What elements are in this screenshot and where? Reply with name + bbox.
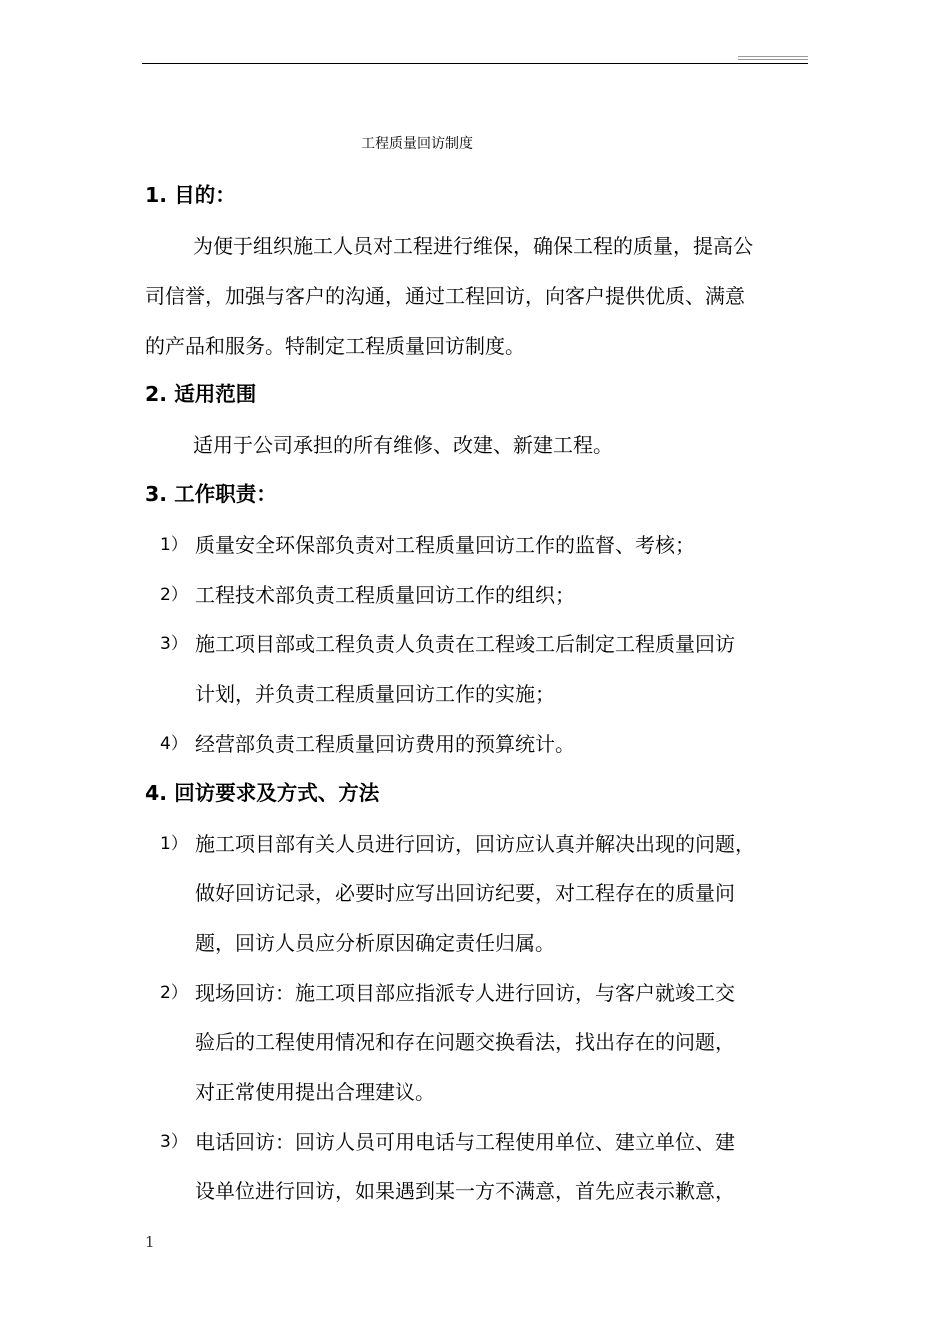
page-number: 1 <box>145 1233 155 1251</box>
list-item-number: 1） <box>160 535 188 555</box>
list-item-line: 施工项目部或工程负责人负责在工程竣工后制定工程质量回访 <box>195 632 735 656</box>
list-item-line: 验后的工程使用情况和存在问题交换看法，找出存在的问题， <box>195 1030 735 1054</box>
section-heading-scope: 2. 适用范围 <box>145 382 257 406</box>
list-item-number: 3） <box>160 1132 188 1152</box>
list-item-line: 质量安全环保部负责对工程质量回访工作的监督、考核； <box>195 533 695 557</box>
list-item-line: 工程技术部负责工程质量回访工作的组织； <box>195 583 575 607</box>
list-item-number: 3） <box>160 634 188 654</box>
document-title: 工程质量回访制度 <box>361 136 473 152</box>
list-item-number: 2） <box>160 983 188 1003</box>
list-item-number: 2） <box>160 585 188 605</box>
section-heading-responsibilities: 3. 工作职责： <box>145 482 277 506</box>
list-item-line: 题，回访人员应分析原因确定责任归属。 <box>195 931 555 955</box>
section-heading-purpose: 1. 目的： <box>145 183 236 207</box>
paragraph-line: 司信誉，加强与客户的沟通，通过工程回访，向客户提供优质、满意 <box>145 284 745 308</box>
list-item-line: 现场回访：施工项目部应指派专人进行回访，与客户就竣工交 <box>195 981 735 1005</box>
list-item-line: 电话回访：回访人员可用电话与工程使用单位、建立单位、建 <box>195 1130 735 1154</box>
header-mark <box>738 59 808 60</box>
paragraph-line: 适用于公司承担的所有维修、改建、新建工程。 <box>193 433 613 457</box>
paragraph-line: 的产品和服务。特制定工程质量回访制度。 <box>145 334 525 358</box>
list-item-line: 做好回访记录，必要时应写出回访纪要，对工程存在的质量问 <box>195 881 735 905</box>
list-item-line: 经营部负责工程质量回访费用的预算统计。 <box>195 732 575 756</box>
list-item-line: 施工项目部有关人员进行回访，回访应认真并解决出现的问题， <box>195 832 755 856</box>
paragraph-line: 为便于组织施工人员对工程进行维保，确保工程的质量，提高公 <box>193 234 753 258</box>
header-mark <box>738 56 808 57</box>
list-item-line: 设单位进行回访，如果遇到某一方不满意，首先应表示歉意， <box>195 1179 735 1203</box>
list-item-number: 4） <box>160 734 188 754</box>
header-rule <box>142 63 808 64</box>
list-item-line: 对正常使用提出合理建议。 <box>195 1080 435 1104</box>
section-heading-requirements: 4. 回访要求及方式、方法 <box>145 781 380 805</box>
list-item-line: 计划，并负责工程质量回访工作的实施； <box>195 682 555 706</box>
list-item-number: 1） <box>160 834 188 854</box>
